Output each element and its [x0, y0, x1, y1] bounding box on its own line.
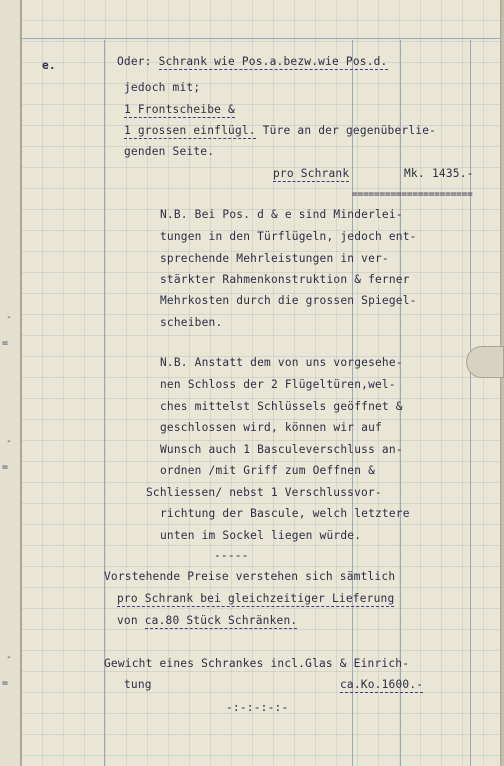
nb1-line: stärkter Rahmenkonstruktion & ferner [160, 273, 410, 286]
line-jedoch: jedoch mit; [124, 81, 201, 94]
line-oder: Oder: Schrank wie Pos.a.bezw.wie Pos.d. [117, 55, 388, 68]
weight-value: ca.Ko.1600.- [340, 678, 424, 691]
left-margin-mark: = [2, 678, 9, 689]
left-margin-mark: - [6, 436, 13, 447]
binder-tab [466, 346, 504, 378]
nb2-line: ches mittelst Schlüssels geöffnet & [160, 400, 403, 413]
nb2-line: Wunsch auch 1 Basculeverschluss an- [160, 443, 403, 456]
nb1-line: N.B. Bei Pos. d & e sind Minderlei- [160, 208, 403, 221]
price-unit: pro Schrank [273, 167, 350, 180]
left-margin-mark: - [6, 652, 13, 663]
column-rule [470, 40, 471, 766]
footer-line: pro Schrank bei gleichzeitiger Lieferung [117, 592, 395, 605]
previous-page-edge [0, 0, 21, 766]
footer-line: Vorstehende Preise verstehen sich sämtlich [104, 570, 396, 583]
header-rule [22, 38, 500, 39]
line-tuere: 1 grossen einflügl. Türe an der gegenüberlie- [124, 124, 437, 137]
nb2-line: ordnen /mit Griff zum Oeffnen & [160, 464, 375, 477]
weight-line: Gewicht eines Schrankes incl.Glas & Einrich- [104, 657, 410, 670]
nb2-line: richtung der Bascule, welch letztere [160, 507, 410, 520]
left-margin-mark: = [2, 462, 9, 473]
left-margin-mark: - [6, 312, 13, 323]
left-margin-mark: = [2, 338, 9, 349]
double-underline: ====================== [352, 189, 473, 200]
separator: ----- [214, 549, 249, 562]
weight-line: tung [124, 678, 152, 691]
nb1-line: scheiben. [160, 316, 223, 329]
nb2-line: nen Schloss der 2 Flügeltüren,wel- [160, 378, 396, 391]
nb2-line: unten im Sockel liegen würde. [160, 529, 362, 542]
line-frontscheibe: 1 Frontscheibe & [124, 103, 235, 116]
nb1-line: sprechende Mehrleistungen in ver- [160, 252, 389, 265]
nb2-line: Schliessen/ nebst 1 Verschlussvor- [146, 486, 382, 499]
nb2-line: geschlossen wird, können wir auf [160, 421, 382, 434]
nb1-line: Mehrkosten durch die grossen Spiegel- [160, 294, 417, 307]
end-mark: -:-:-:-:- [226, 701, 289, 714]
nb2-line: N.B. Anstatt dem von uns vorgesehe- [160, 356, 403, 369]
footer-line: von ca.80 Stück Schränken. [117, 614, 298, 627]
item-label: e. [42, 59, 56, 72]
price-value: 1435.- [432, 167, 474, 180]
nb1-line: tungen in den Türflügeln, jedoch ent- [160, 230, 417, 243]
price-currency: Mk. [404, 167, 425, 180]
line-seite: genden Seite. [124, 145, 215, 158]
